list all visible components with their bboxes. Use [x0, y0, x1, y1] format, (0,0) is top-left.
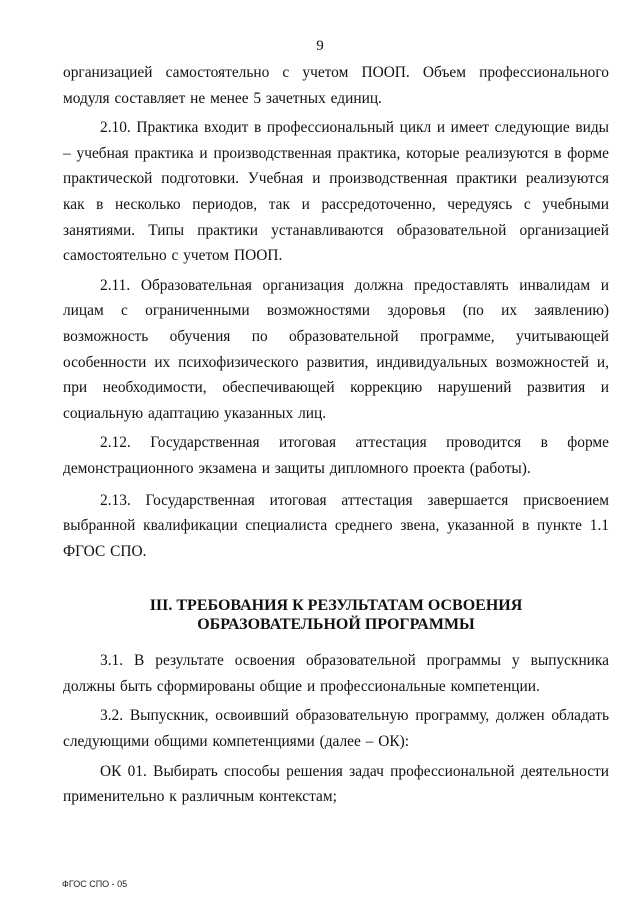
paragraph-3-2: 3.2. Выпускник, освоивший образовательную программу, должен обладать следующими общими компетенциями (далее – ОК): [63, 707, 609, 751]
paragraph-ok-01: ОК 01. Выбирать способы решения задач профессиональной деятельности применительно к различным контекстам; [63, 762, 609, 806]
paragraph-3-1: 3.1. В результате освоения образовательной программы у выпускника должны быть сформированы общие и профессиональные компетенции. [63, 652, 609, 695]
paragraph-continuation: организацией самостоятельно с учетом ПООП. Объем профессионального модуля составляет не менее 5 зачетных единиц. [63, 64, 609, 107]
paragraph-2-12: 2.12. Государственная итоговая аттестация проводится в форме демонстрационного экзамена и защиты дипломного проекта (работы). [63, 434, 609, 477]
document-body [63, 60, 609, 810]
footer-document-code: ФГОС СПО - 05 [62, 879, 128, 889]
section-heading: III. ТРЕБОВАНИЯ К РЕЗУЛЬТАТАМ ОСВОЕНИЯ ОБРАЗОВАТЕЛЬНОЙ ПРОГРАММЫ [149, 597, 523, 634]
page-number: 9 [316, 38, 324, 54]
paragraph-2-13: 2.13. Государственная итоговая аттестация завершается присвоением выбранной квалификации специалиста среднего звена, указанной в пункте 1.1 ФГОС СПО. [63, 491, 609, 560]
paragraph-2-11: 2.11. Образовательная организация должна предоставлять инвалидам и лицам с ограниченными возможностями здоровья (по их заявлению) возможность обучения по образовательной программе, учитывающей особенности их психофизического развития, индивидуальных возможностей и, при необходимости, обеспечивающей коррекцию нарушений развития и социальную адаптацию указанных лиц. [63, 276, 609, 422]
paragraph-2-10: 2.10. Практика входит в профессиональный цикл и имеет следующие виды – учебная практика и производственная практика, которые реализуются в форме практической подготовки. Учебная и производственная практики реализуются как в несколько периодов, так и рассредоточенно, чередуясь с учебными занятиями. Типы практики устанавливаются образовательной организацией самостоятельно с учетом ПООП. [63, 119, 609, 265]
